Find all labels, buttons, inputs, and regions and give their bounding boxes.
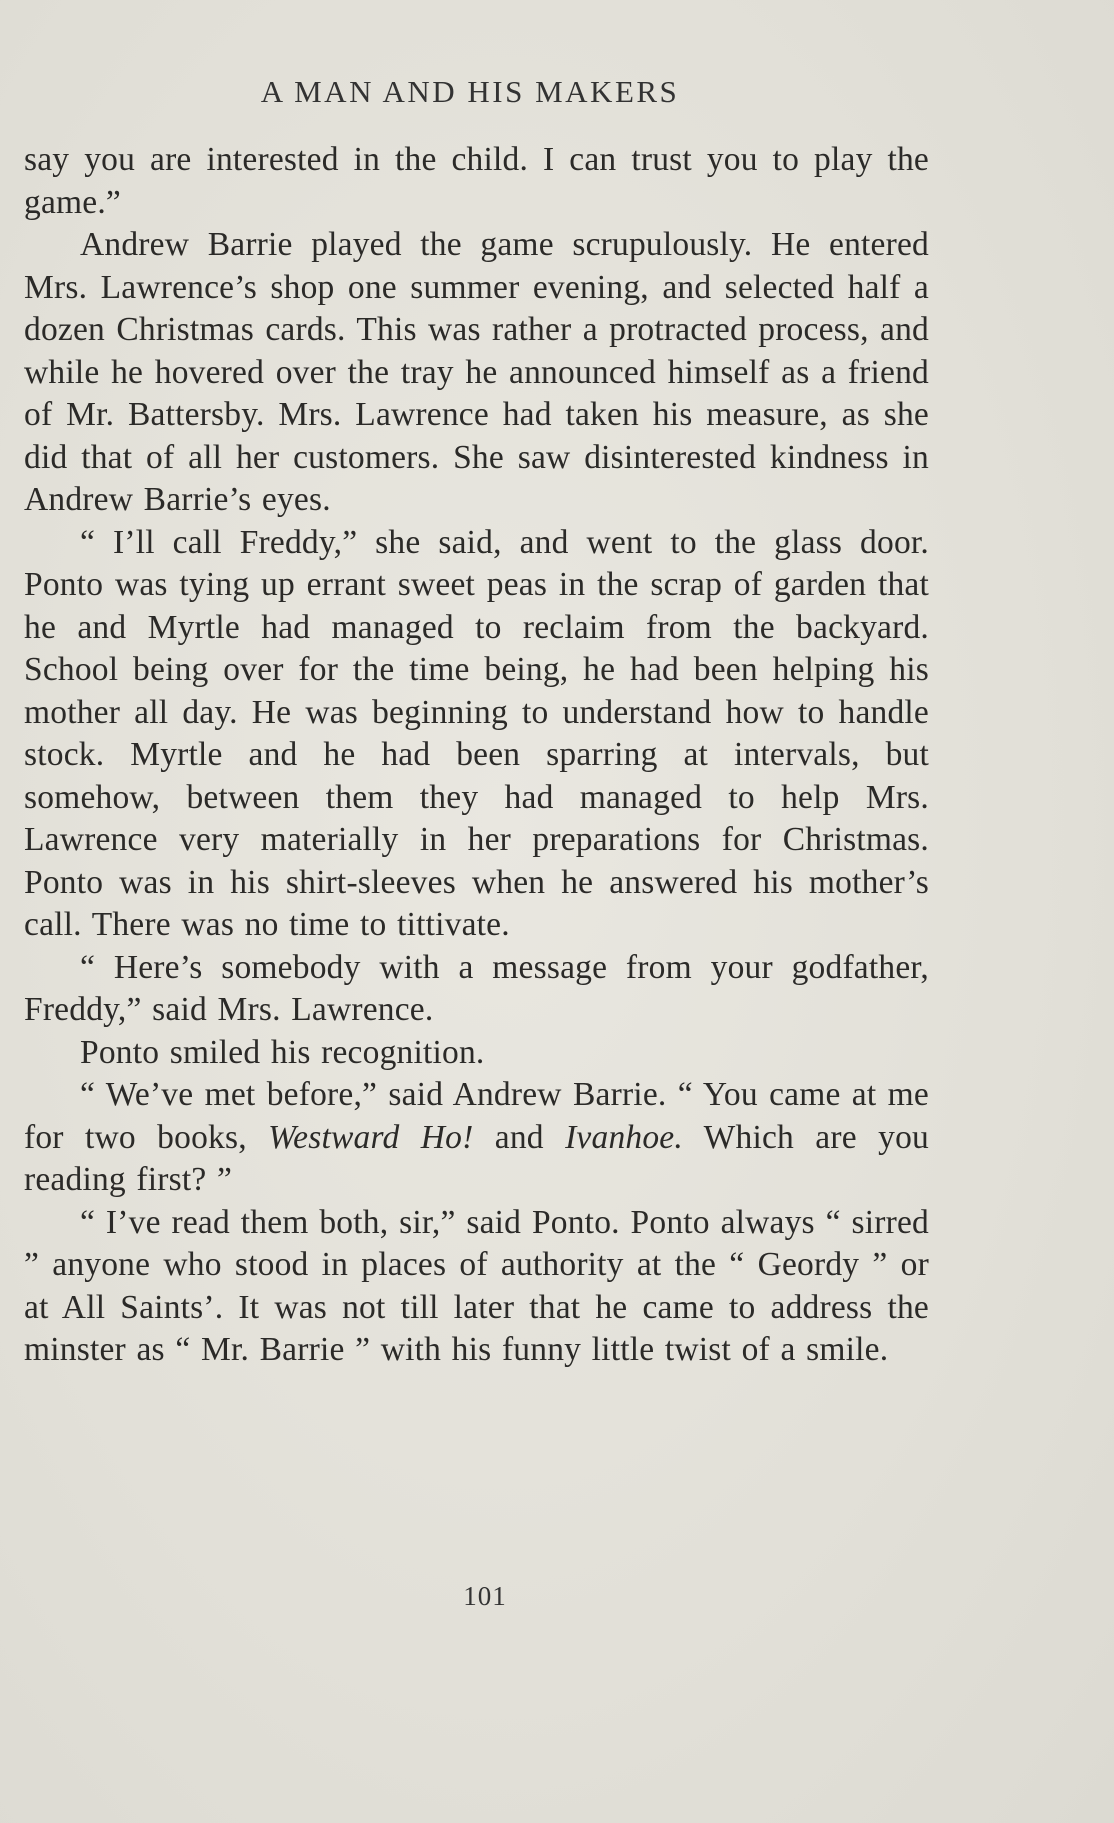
paragraph-read-both: “ I’ve read them both, sir,” said Ponto. Ponto always “ sirred ” anyone who stood in places of authority at the “ Geordy ” or at All Saints’. It was not till later that he came to address the minster as “ Mr. Barrie ” with his funny little twist of a smile. <box>24 1203 929 1368</box>
paragraph-call-freddy: “ I’ll call Freddy,” she said, and went to the glass door. Ponto was tying up errant sweet peas in the scrap of garden that he and Myrtle had managed to reclaim from the backyard. School being over for the time being, he had been helping his mother all day. He was beginning to understand how to handle stock. Myrtle and he had been sparring at intervals, but somehow, between them they had managed to help Mrs. Lawrence very materially in her preparations for Christmas. Ponto was in his shirt-sleeves when he answered his mother’s call. There was no time to tittivate. <box>24 523 929 943</box>
running-head: A MAN AND HIS MAKERS <box>260 74 680 109</box>
book-title-ivanhoe: Ivanhoe. <box>565 1118 683 1156</box>
page-number: 101 <box>463 1581 507 1611</box>
text-segment: Which are you reading first? ” <box>24 1118 929 1198</box>
paragraph-met-before <box>24 1074 929 1202</box>
text-segment: “ We’ve met before,” said Andrew Barrie. “ You came at me for two books, <box>24 1076 929 1156</box>
book-title-westward-ho: Westward Ho! <box>268 1118 474 1156</box>
paragraph-ponto-smiled: Ponto smiled his recognition. <box>80 1033 485 1071</box>
paragraph-message-godfather: “ Here’s somebody with a message from your godfather, Freddy,” said Mrs. Lawrence. <box>24 948 929 1028</box>
body-text <box>24 139 929 1372</box>
paragraph-continuation: say you are interested in the child. I can trust you to play the game.” <box>24 141 929 221</box>
paragraph-andrew-barrie: Andrew Barrie played the game scrupulously. He entered Mrs. Lawrence’s shop one summer evening, and selected half a dozen Christmas cards. This was rather a protracted process, and while he hovered over the tray he announced himself as a friend of Mr. Battersby. Mrs. Lawrence had taken his measure, as she did that of all her customers. She saw disinterested kindness in Andrew Barrie’s eyes. <box>24 226 929 518</box>
text-segment: and <box>473 1118 566 1156</box>
